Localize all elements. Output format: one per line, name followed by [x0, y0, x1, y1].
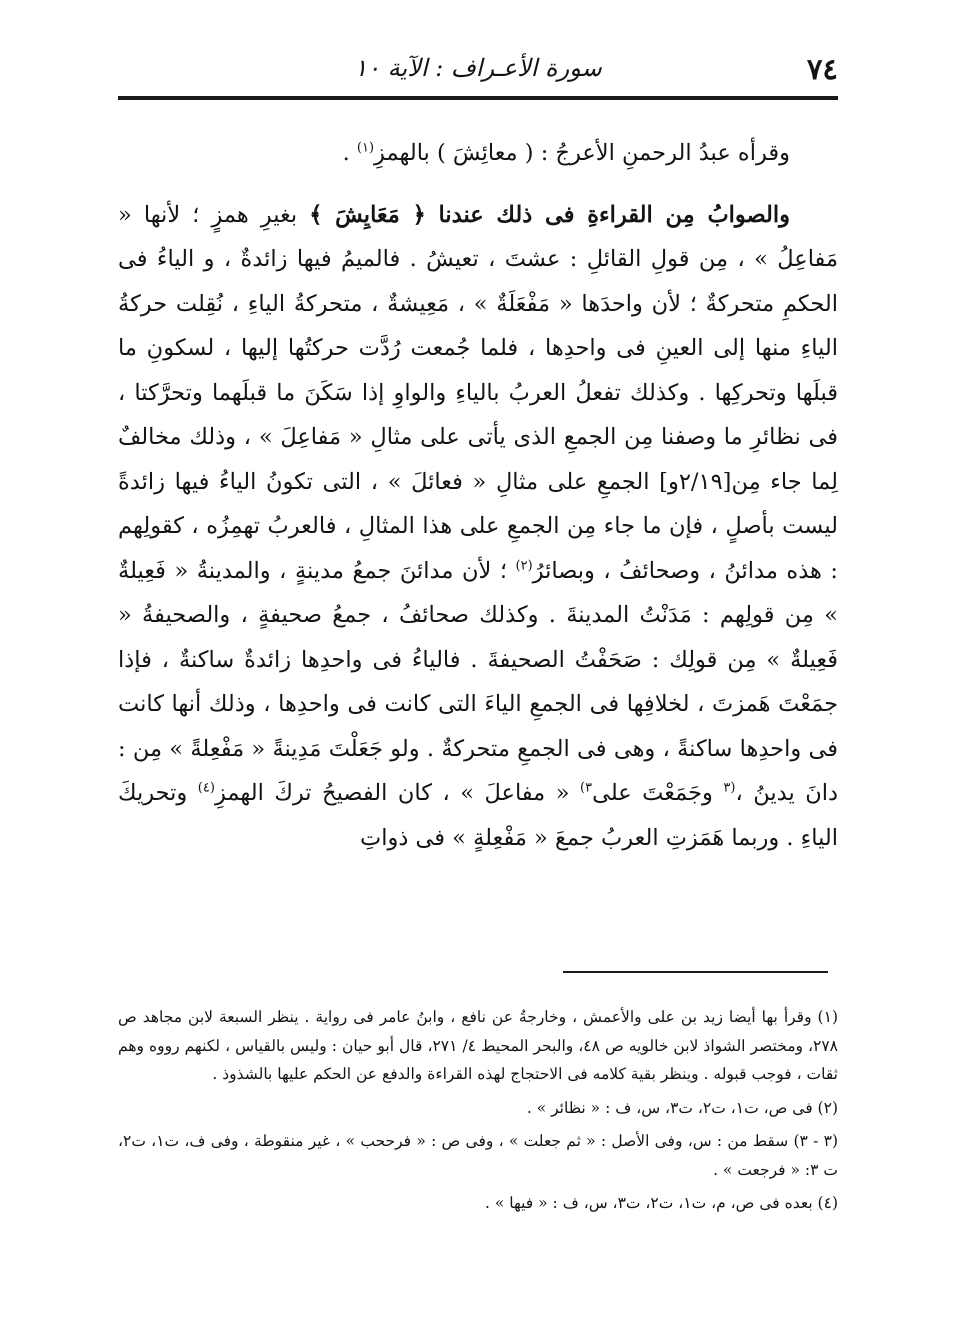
- paragraph-2-text-f: وتحريكَ الياءِ . وربما هَمَزتِ العربُ جمعَ « مَفْعِلةٍ » فى ذواتِ: [118, 780, 838, 851]
- paragraph-1-text: وقرأه عبدُ الرحمنِ الأعرجُ : ( معائِشَ ) بالهمزِ: [374, 140, 790, 166]
- footnote-ref-3-open: (٣: [723, 780, 736, 796]
- header-rule: [118, 96, 838, 100]
- footnote-4: (٤) بعده فى ص، م، ت١، ت٢، ت٣، س، ف : « فيها » .: [485, 1194, 838, 1212]
- footnote-ref-1: (١): [356, 140, 375, 156]
- paragraph-1: [118, 131, 838, 176]
- footnote-1: (١) وقرأ بها أيضا زيد بن على والأعمش ، وخارجةُ عن نافع ، وابنُ عامر فى رواية . ينظر السبعة لابن مجاهد ص ٢٧٨، ومختصر الشواذ لابن خالويه ص ٤٨، والبحر المحيط ٤/ ٢٧١، قال أبو حيان : وليس بالقياس ، لكنهم رووه وهم ثقات ، فوجب قبوله . وينظر بقية كلامه فى الاحتجاج لهذه القراءة والدفع عن الحكم عليها بالشذوذ .: [118, 1008, 839, 1083]
- footnotes: [118, 1003, 838, 1218]
- footnote-ref-2: (٢): [515, 558, 533, 573]
- paragraph-2-text-d: وجَمَعْتَ على: [592, 780, 724, 806]
- footnote-ref-3-close: ٣): [580, 780, 593, 796]
- page-header: [118, 50, 838, 96]
- paragraph-2-text-a: بغيرِ همزٍ ؛ لأنها « مَفاعِلُ » ، مِن قولِ القائلِ : عشتَ ، تعيشُ . فالميمُ فيها زائدةٌ ، و الياءُ فى الحكمِ متحركةٌ ؛ لأن واحدَها « مَفْعَلَةٌ » ، مَعِيشةٌ ، متحركةُ الياءِ ، نُقِلت حركةُ الياءِ منها إلى العينِ فى واحدِها ، فلما جُمعت رُدَّت حركتُها إليها ، لسكونِ ما قبلَها وتحركِها . وكذلك تفعلُ العربُ بالياءِ والواوِ إذا سَكَنَ ما قبلَهما وتحرَّكتا ، فى نظائرِ ما وصفنا مِن الجمعِ الذى يأتى على مثالِ « مَفاعِلَ » ، وذلك مخالفٌ لِما جاء مِن: [118, 201, 838, 495]
- paragraph-1-end: .: [342, 140, 357, 166]
- manuscript-page-ref: [٢/١٩و]: [659, 468, 732, 495]
- paragraph-2: [118, 193, 838, 861]
- main-text: [118, 131, 838, 860]
- bold-phrase: والصوابُ مِن القراءةِ فى ذلك عندنا ﴿ مَعَايِشَ ﴾: [309, 201, 790, 228]
- running-head: سورة الأعـراف : الآية ١٠: [354, 54, 602, 82]
- paragraph-2-text-e: « مفاعلَ » ، كان الفصيحُ تركَ الهمزِ: [214, 780, 580, 806]
- paragraph-2-text-b: الجمعِ على مثالِ « فعائلَ » ، التى تكونُ الياءُ فيها زائدةً ليست بأصلٍ ، فإن ما جاء مِن الجمعِ على هذا المثالِ ، فالعربُ تهمِزُه ، كقولِهم : هذه مدائنُ ، وصحائفُ ، وبصائرُ: [118, 468, 838, 584]
- footnote-2: (٢) فى ص، ت١، ت٢، ت٣، س، ف : « نظائر » .: [526, 1098, 838, 1117]
- footnote-ref-4: (٤): [197, 780, 215, 796]
- page-number: ٧٤: [806, 52, 838, 86]
- footnote-3: (٣ - ٣) سقط من : س، وفى الأصل : « ثم جعلت » ، وفى ص : « فرححب » ، غير منقوطة ، وفى ف، ت١، ت٢، ت ٣: « فرجعت » .: [118, 1132, 839, 1179]
- footnote-rule: [563, 971, 828, 973]
- paragraph-2-text-c: ؛ لأن مدائنَ جمعُ مدينةٍ ، والمدينةُ « فَعِيلةٌ » مِن قولِهم : مَدَنْتُ المدينةَ . وكذلك صحائفُ ، جمعُ صحيفةٍ ، والصحيفةُ « فَعِيلةٌ » مِن قولِك : صَحَفْتُ الصحيفةَ . فالياءُ فى واحدِها زائدةٌ ساكنةٌ ، فإذا جمَعْتَ هَمزتَ ، لخلافِها فى الجمعِ الياءَ التى كانت فى واحدِها ، وذلك أنها كانت فى واحدِها ساكنةً ، وهى فى الجمعِ متحركةٌ . ولو جَعَلْتَ مَدِينةً « مَفْعِلةً » مِن : دانَ يدينُ ،: [118, 557, 838, 806]
